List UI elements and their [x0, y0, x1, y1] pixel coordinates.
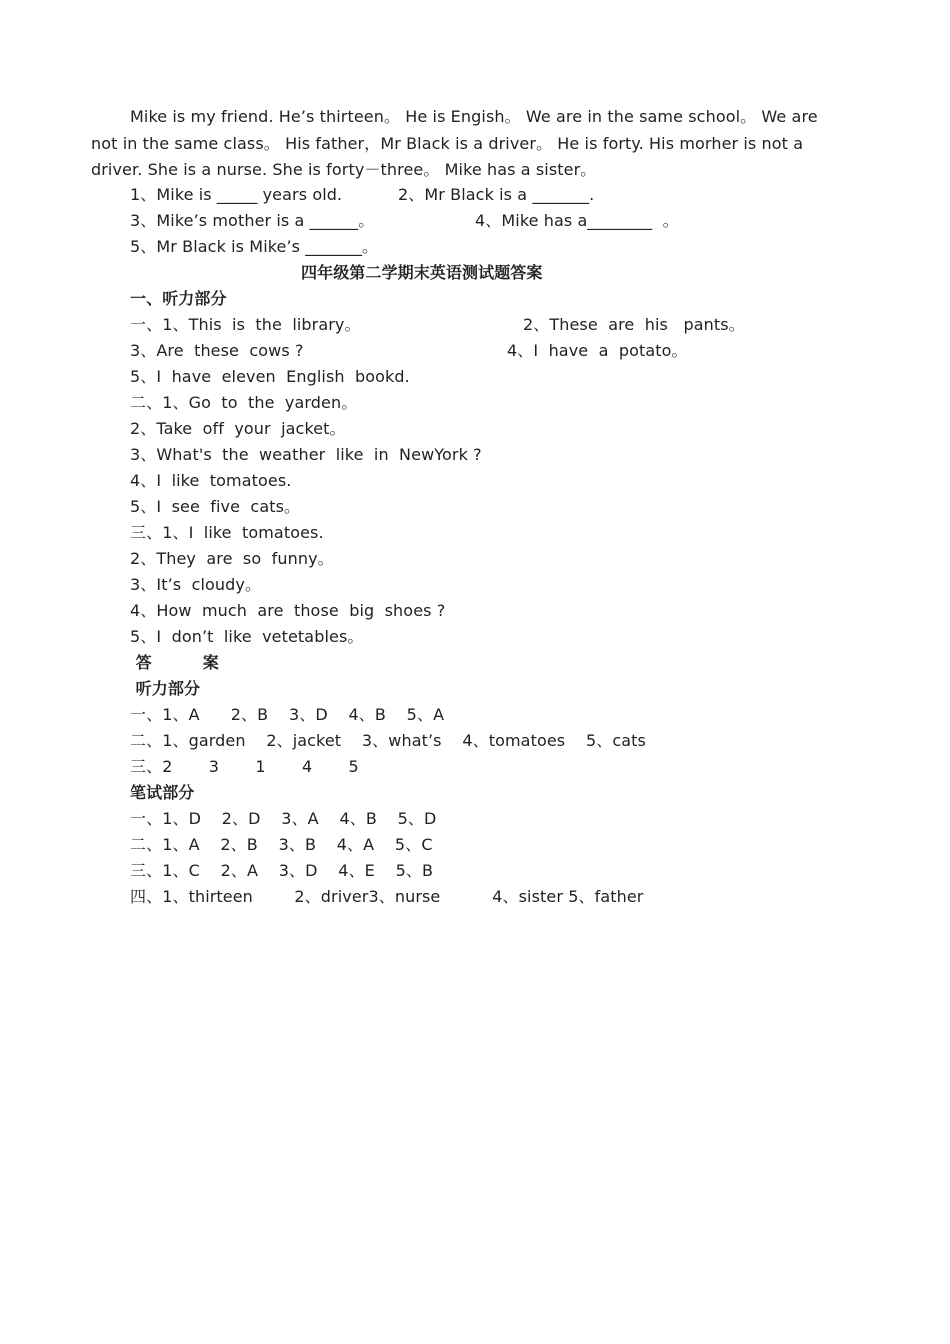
question-3: 3、Mike’s mother is a ______。: [130, 211, 375, 230]
question-2: 2、Mr Black is a _______.: [398, 185, 595, 204]
listening-answers-3: 三、2 3 1 4 5: [130, 757, 359, 776]
listening-section-title: 一、听力部分: [130, 289, 227, 308]
script-1-4: 4、I have a potato。: [507, 341, 688, 360]
written-answers-3: 三、1、C 2、A 3、D 4、E 5、B: [130, 861, 434, 880]
script-2-1: 二、1、Go to the yarden。: [130, 393, 358, 412]
script-2-2: 2、Take off your jacket。: [130, 419, 346, 438]
script-2-4: 4、I like tomatoes.: [130, 471, 292, 490]
script-2-5: 5、I see five cats。: [130, 497, 301, 516]
answer-key-title: 四年级第二学期末英语测试题答案: [301, 263, 543, 282]
script-1-3: 3、Are these cows ?: [130, 341, 304, 360]
script-3-4: 4、How much are those big shoes ?: [130, 601, 446, 620]
written-part-heading: 笔试部分: [130, 783, 195, 802]
passage-line-3: driver. She is a nurse. She is forty－three。 Mike has a sister。: [91, 160, 597, 179]
written-answers-2: 二、1、A 2、B 3、B 4、A 5、C: [130, 835, 433, 854]
script-3-5: 5、I don’t like vetetables。: [130, 627, 364, 646]
script-1-1: 一、1、This is the library。: [130, 315, 361, 334]
answers-heading: 答 案: [130, 653, 219, 672]
passage-line-2: not in the same class。 His father，Mr Black is a driver。 He is forty. His morher is not a: [91, 134, 804, 153]
written-answers-4: 四、1、thirteen 2、driver3、nurse 4、sister 5、father: [130, 887, 644, 906]
script-1-5: 5、I have eleven English bookd.: [130, 367, 410, 386]
question-4: 4、Mike has a________ 。: [475, 211, 679, 230]
written-answers-1: 一、1、D 2、D 3、A 4、B 5、D: [130, 809, 437, 828]
script-3-2: 2、They are so funny。: [130, 549, 334, 568]
listening-answers-1: 一、1、A 2、B 3、D 4、B 5、A: [130, 705, 445, 724]
script-3-3: 3、It’s cloudy。: [130, 575, 262, 594]
script-2-3: 3、What's the weather like in NewYork ?: [130, 445, 482, 464]
listening-part-heading: 听力部分: [130, 679, 201, 698]
question-5: 5、Mr Black is Mike’s _______。: [130, 237, 379, 256]
question-1: 1、Mike is _____ years old.: [130, 185, 343, 204]
listening-answers-2: 二、1、garden 2、jacket 3、what’s 4、tomatoes 5、cats: [130, 731, 646, 750]
passage-line-1: Mike is my friend. He’s thirteen。 He is Engish。 We are in the same school。 We are: [130, 107, 818, 126]
script-1-2: 2、These are his pants。: [523, 315, 745, 334]
script-3-1: 三、1、I like tomatoes.: [130, 523, 324, 542]
